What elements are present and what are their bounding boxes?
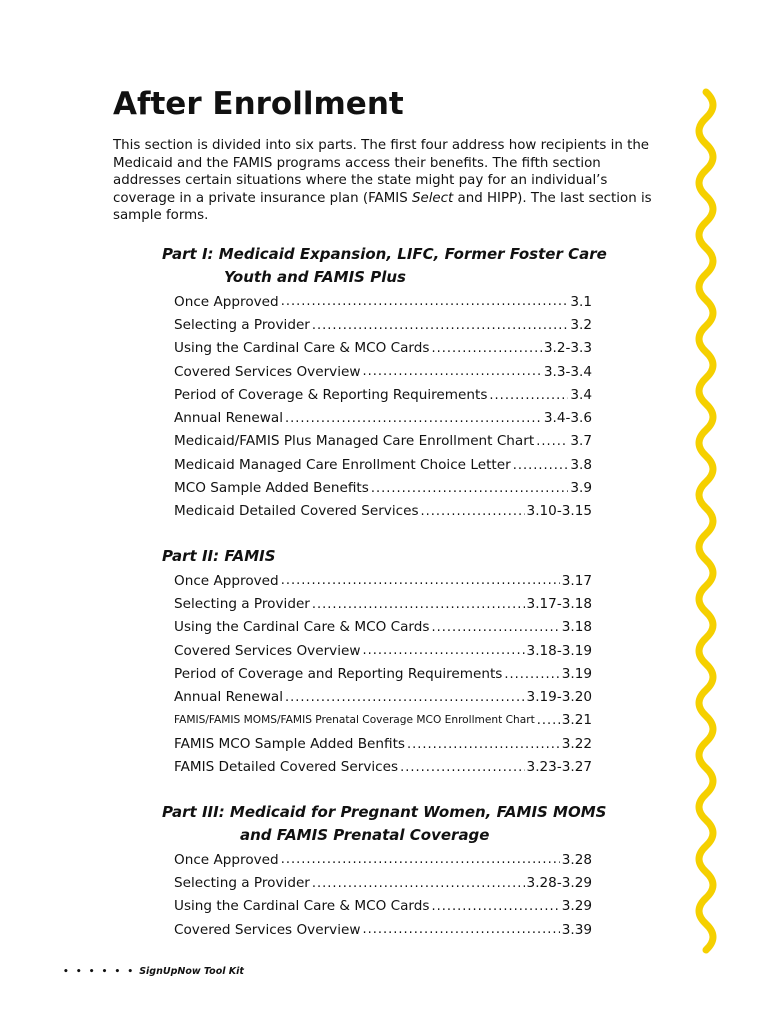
toc-title: Covered Services Overview — [174, 921, 361, 938]
toc-row[interactable] — [174, 383, 592, 406]
toc-row[interactable] — [174, 685, 592, 708]
toc-leader-dots — [362, 644, 524, 658]
toc-title: Once Approved — [174, 293, 279, 310]
toc-title: Using the Cardinal Care & MCO Cards — [174, 619, 430, 636]
toc-row[interactable] — [174, 918, 592, 941]
toc-page: 3.28-3.29 — [526, 874, 592, 891]
intro-italic-select: Select — [411, 190, 454, 206]
footer-bullets: • • • • • • — [63, 966, 136, 977]
toc-row[interactable] — [174, 313, 592, 336]
toc-row[interactable] — [174, 639, 592, 662]
toc-page: 3.29 — [561, 898, 592, 915]
toc-leader-dots — [312, 876, 525, 890]
toc-leader-dots — [431, 620, 559, 634]
part-1-heading-line2: Youth and FAMIS Plus — [224, 268, 406, 286]
toc-leader-dots — [431, 899, 559, 913]
toc-row[interactable] — [174, 360, 592, 383]
toc-title: Using the Cardinal Care & MCO Cards — [174, 340, 430, 357]
toc-row[interactable] — [174, 406, 592, 429]
toc-title: Selecting a Provider — [174, 874, 310, 891]
toc-page: 3.17 — [561, 572, 592, 589]
toc-page: 3.4-3.6 — [543, 410, 592, 427]
toc-title: Annual Renewal — [174, 689, 283, 706]
toc-page: 3.18 — [561, 619, 592, 636]
toc-leader-dots — [312, 597, 525, 611]
toc-row[interactable] — [174, 895, 592, 918]
footer-label: SignUpNow Tool Kit — [139, 966, 244, 977]
toc-page: 3.39 — [561, 921, 592, 938]
toc-leader-dots — [312, 318, 568, 332]
page-title: After Enrollment — [113, 86, 404, 122]
toc-page: 3.28 — [561, 851, 592, 868]
toc-title: FAMIS Detailed Covered Services — [174, 759, 399, 776]
toc-page: 3.18-3.19 — [526, 642, 592, 659]
toc-row[interactable] — [174, 453, 592, 476]
toc-leader-dots — [536, 435, 568, 449]
toc-title: Covered Services Overview — [174, 363, 361, 380]
toc-leader-dots — [513, 458, 569, 472]
toc-page: 3.2 — [570, 316, 592, 333]
toc-row[interactable] — [174, 569, 592, 592]
part-3-toc — [174, 848, 592, 941]
part-2-heading — [162, 545, 276, 568]
toc-title: Once Approved — [174, 572, 279, 589]
part-3-heading-line2: and FAMIS Prenatal Coverage — [240, 826, 490, 844]
toc-title: Medicaid Managed Care Enrollment Choice Letter — [174, 456, 511, 473]
footer — [63, 966, 244, 977]
toc-row[interactable] — [174, 337, 592, 360]
toc-title: Medicaid Detailed Covered Services — [174, 503, 419, 520]
part-2-heading-line1: Part II: FAMIS — [162, 547, 276, 565]
squiggle-line — [699, 92, 713, 950]
toc-leader-dots — [421, 505, 525, 519]
part-3-heading — [162, 801, 606, 847]
yellow-squiggle-decoration — [688, 88, 724, 958]
toc-title: Period of Coverage and Reporting Requirements — [174, 665, 503, 682]
part-2-toc — [174, 569, 592, 779]
part-1-heading-line1: Part I: Medicaid Expansion, LIFC, Former Foster Care — [162, 245, 607, 263]
toc-row[interactable] — [174, 592, 592, 615]
toc-leader-dots — [281, 574, 560, 588]
intro-text-after: and HIPP). The last section is sample forms. — [113, 190, 652, 224]
toc-row[interactable] — [174, 616, 592, 639]
toc-title: Medicaid/FAMIS Plus Managed Care Enrollment Chart — [174, 433, 535, 450]
toc-title: MCO Sample Added Benefits — [174, 480, 369, 497]
toc-leader-dots — [537, 714, 560, 728]
toc-page: 3.8 — [570, 456, 592, 473]
part-1-toc — [174, 290, 592, 523]
toc-leader-dots — [362, 923, 559, 937]
toc-page: 3.3-3.4 — [543, 363, 592, 380]
toc-page: 3.2-3.3 — [543, 340, 592, 357]
toc-title: Covered Services Overview — [174, 642, 361, 659]
toc-leader-dots — [504, 667, 559, 681]
toc-leader-dots — [281, 853, 560, 867]
toc-page: 3.19-3.20 — [526, 689, 592, 706]
toc-leader-dots — [371, 481, 569, 495]
intro-paragraph — [113, 137, 658, 225]
toc-row[interactable] — [174, 430, 592, 453]
toc-title: Once Approved — [174, 851, 279, 868]
toc-page: 3.1 — [570, 293, 592, 310]
toc-row[interactable] — [174, 848, 592, 871]
toc-page: 3.19 — [561, 665, 592, 682]
toc-leader-dots — [281, 295, 569, 309]
toc-leader-dots — [431, 341, 541, 355]
toc-title: Selecting a Provider — [174, 595, 310, 612]
toc-title: Using the Cardinal Care & MCO Cards — [174, 898, 430, 915]
toc-page: 3.7 — [570, 433, 592, 450]
toc-page: 3.23-3.27 — [526, 759, 592, 776]
toc-row[interactable] — [174, 755, 592, 778]
toc-page: 3.21 — [561, 712, 592, 729]
intro-text-before: This section is divided into six parts. The first four address how recipients in the Medicaid and the FAMIS programs access their benefits. The fifth section addresses certain situations where the state might pay for an individual’s coverage in a private insurance plan (FAMIS — [113, 138, 650, 206]
toc-leader-dots — [362, 365, 541, 379]
toc-title: Period of Coverage & Reporting Requirements — [174, 386, 488, 403]
toc-title: Selecting a Provider — [174, 316, 310, 333]
toc-row[interactable] — [174, 709, 592, 732]
toc-page: 3.4 — [570, 386, 592, 403]
toc-title: FAMIS MCO Sample Added Benfits — [174, 735, 406, 752]
toc-page: 3.9 — [570, 480, 592, 497]
toc-row[interactable] — [174, 662, 592, 685]
toc-row[interactable] — [174, 290, 592, 313]
toc-leader-dots — [285, 690, 525, 704]
toc-page: 3.22 — [561, 735, 592, 752]
toc-leader-dots — [285, 411, 542, 425]
toc-row[interactable] — [174, 500, 592, 523]
toc-leader-dots — [489, 388, 568, 402]
toc-row[interactable] — [174, 476, 592, 499]
toc-leader-dots — [400, 760, 524, 774]
toc-title: FAMIS/FAMIS MOMS/FAMIS Prenatal Coverage MCO Enrollment Chart — [174, 714, 535, 727]
toc-leader-dots — [407, 737, 560, 751]
part-1-heading — [162, 243, 607, 289]
toc-page: 3.10-3.15 — [526, 503, 592, 520]
toc-row[interactable] — [174, 732, 592, 755]
part-3-heading-line1: Part III: Medicaid for Pregnant Women, FAMIS MOMS — [162, 803, 607, 821]
toc-page: 3.17-3.18 — [526, 595, 592, 612]
toc-row[interactable] — [174, 871, 592, 894]
toc-title: Annual Renewal — [174, 410, 283, 427]
